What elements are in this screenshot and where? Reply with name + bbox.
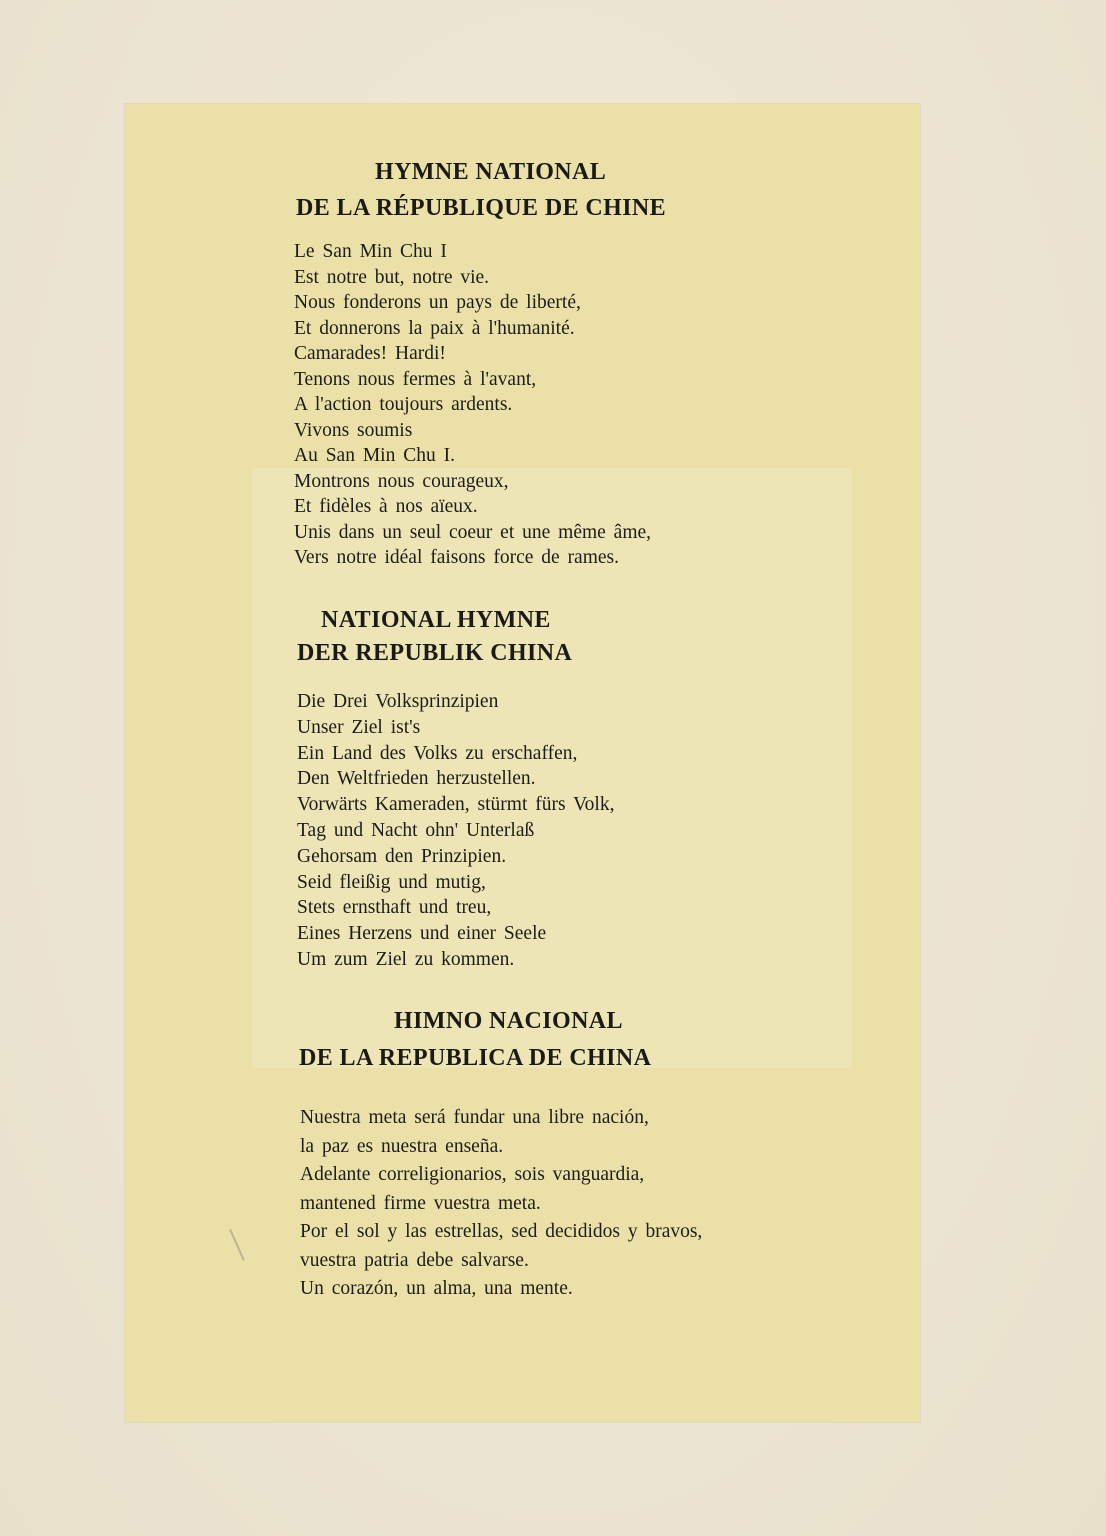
verse-line: Nous fonderons un pays de liberté,: [294, 292, 581, 313]
verse-line: Tag und Nacht ohn' Unterlaß: [297, 819, 535, 841]
verse-line: Eines Herzens und einer Seele: [297, 923, 547, 945]
french-verse: [294, 239, 651, 571]
french-title-line2: DE LA RÉPUBLIQUE DE CHINE: [296, 195, 667, 221]
verse-line: Vers notre idéal faisons force de rames.: [294, 547, 620, 568]
verse-line: Unser Ziel ist's: [297, 716, 421, 738]
verse-line: Gehorsam den Prinzipien.: [297, 845, 507, 867]
verse-line: Au San Min Chu I.: [294, 445, 455, 466]
verse-line: Camarades! Hardi!: [294, 343, 446, 364]
verse-line: Unis dans un seul coeur et une même âme,: [294, 521, 652, 543]
spanish-title-line2: DE LA REPUBLICA DE CHINA: [299, 1045, 652, 1071]
german-title-line2: DER REPUBLIK CHINA: [297, 640, 573, 666]
verse-line: Vivons soumis: [294, 419, 413, 441]
verse-line: Et donnerons la paix à l'humanité.: [294, 317, 575, 339]
verse-line: Nuestra meta será fundar una libre nación,: [300, 1107, 649, 1128]
spanish-title-line1: HIMNO NACIONAL: [394, 1008, 623, 1034]
verse-line: la paz es nuestra enseña.: [300, 1135, 504, 1157]
verse-line: Tenons nous fermes à l'avant,: [294, 368, 537, 390]
verse-line: Ein Land des Volks zu erschaffen,: [297, 742, 578, 764]
verse-line: Stets ernsthaft und treu,: [297, 897, 492, 919]
verse-line: mantened firme vuestra meta.: [300, 1192, 541, 1214]
verse-line: Un corazón, un alma, una mente.: [300, 1278, 573, 1299]
verse-line: Den Weltfrieden herzustellen.: [297, 768, 536, 790]
spanish-verse: [300, 1104, 702, 1304]
french-title-line1: HYMNE NATIONAL: [375, 159, 607, 185]
verse-line: Montrons nous courageux,: [294, 470, 509, 492]
verse-line: A l'action toujours ardents.: [294, 394, 513, 415]
verse-line: Die Drei Volksprinzipien: [297, 691, 499, 712]
verse-line: Por el sol y las estrellas, sed decididos y bravos,: [300, 1221, 703, 1242]
verse-line: Seid fleißig und mutig,: [297, 871, 486, 893]
verse-line: Est notre but, notre vie.: [294, 266, 490, 288]
verse-line: vuestra patria debe salvarse.: [300, 1249, 529, 1271]
verse-line: Adelante correligionarios, sois vanguardia,: [300, 1164, 645, 1185]
german-verse: [297, 689, 614, 973]
verse-line: Vorwärts Kameraden, stürmt fürs Volk,: [297, 794, 615, 816]
german-title-line1: NATIONAL HYMNE: [321, 607, 551, 633]
verse-line: Le San Min Chu I: [294, 241, 447, 262]
verse-line: Um zum Ziel zu kommen.: [297, 948, 515, 970]
verse-line: Et fidèles à nos aïeux.: [294, 496, 478, 517]
